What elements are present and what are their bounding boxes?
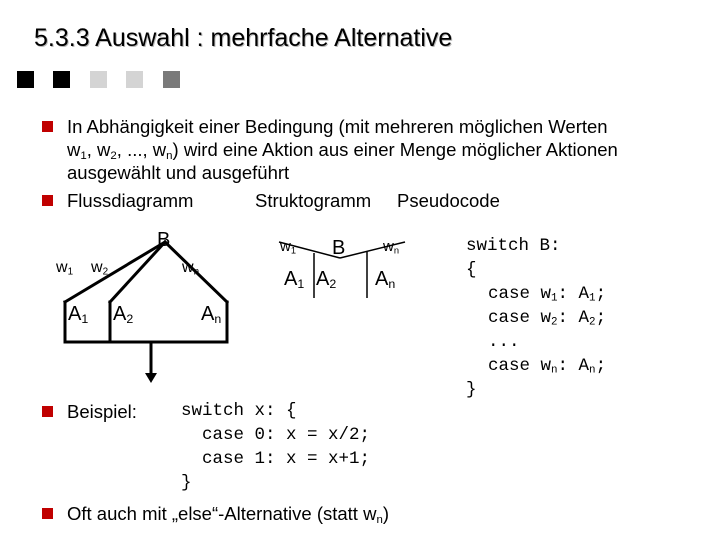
- page-title: 5.3.3 Auswahl : mehrfache Alternative: [34, 24, 453, 52]
- struk-action-an: $A_n$: [375, 268, 396, 292]
- struk-value-w1: $w_1$: [280, 238, 297, 256]
- pseudocode-case-n: case $w_n$: $A_n$;: [488, 356, 607, 377]
- bullet-icon: [42, 406, 53, 417]
- flow-value-w2: $w_2$: [91, 259, 109, 278]
- flow-action-an: $A_n$: [201, 303, 222, 327]
- pseudocode-case-2: case $w_2$: $A_2$;: [488, 308, 607, 329]
- flow-branch-1: [65, 242, 165, 302]
- bullet-icon: [42, 508, 53, 519]
- example-code-line-2: case 0: x = x/2;: [181, 425, 371, 445]
- bullet-1-line-3: ausgewählt und ausgeführt: [67, 162, 290, 183]
- label-flussdiagramm: Flussdiagramm: [67, 190, 194, 211]
- flow-value-w1: $w_1$: [56, 259, 74, 278]
- bullet-1-line-1: In Abhängigkeit einer Bedingung (mit mehreren möglichen Werten: [67, 116, 608, 137]
- flow-value-wn: $w_n$: [182, 259, 200, 278]
- example-code-line-4: }: [181, 473, 192, 493]
- flow-action-a2: $A_2$: [113, 303, 134, 327]
- flow-condition-label: B: [157, 229, 171, 251]
- pseudocode-case-1: case $w_1$: $A_1$;: [488, 284, 607, 305]
- pseudocode-line-1: switch B:: [466, 236, 561, 256]
- struk-action-a1: $A_1$: [284, 268, 305, 292]
- label-struktogramm: Struktogramm: [255, 190, 372, 211]
- pseudocode-dots: ...: [488, 332, 520, 352]
- struk-value-wn: $w_n$: [383, 238, 400, 256]
- example-code-line-3: case 1: x = x+1;: [181, 449, 371, 469]
- example-code-line-1: switch x: {: [181, 401, 297, 421]
- bullet-1-line-2: $w_1$, $w_2$, ..., $w_n$) wird eine Aktion aus einer Menge möglicher Aktionen: [67, 139, 618, 162]
- struk-action-a2: $A_2$: [316, 268, 337, 292]
- flow-arrow-icon: [145, 373, 157, 383]
- flow-action-a1: $A_1$: [68, 303, 89, 327]
- label-beispiel: Beispiel:: [67, 401, 137, 422]
- label-pseudocode: Pseudocode: [397, 190, 500, 211]
- bullet-4-text: Oft auch mit „else“-Alternative (statt $w_n$): [67, 503, 390, 526]
- pseudocode-line-2: {: [466, 260, 477, 280]
- pseudocode-close: }: [466, 380, 477, 400]
- struk-condition-label: B: [332, 237, 346, 259]
